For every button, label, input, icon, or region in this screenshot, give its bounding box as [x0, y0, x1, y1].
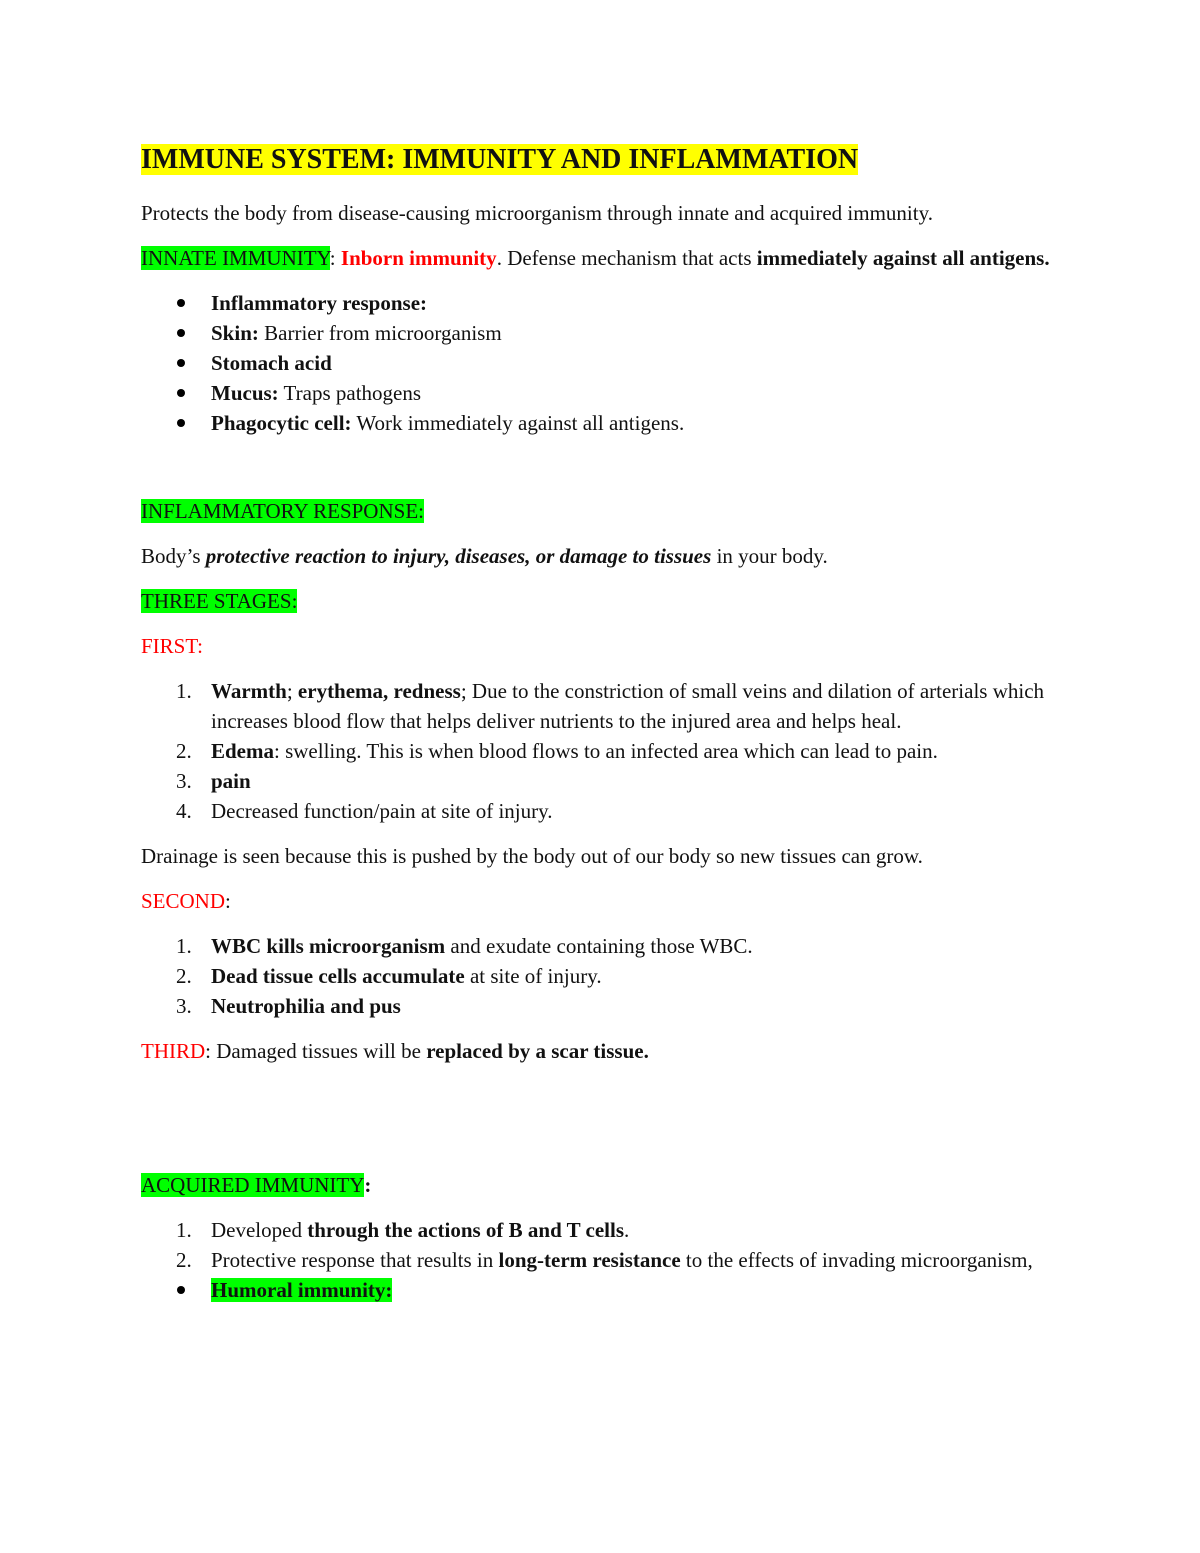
innate-text: . Defense mechanism that acts	[496, 246, 757, 270]
list-item-text: Decreased function/pain at site of injury.	[211, 799, 553, 823]
list-item-text: Barrier from microorganism	[258, 321, 502, 345]
list-item-text: Neutrophilia and pus	[211, 994, 401, 1018]
list-number: 3.	[176, 994, 192, 1018]
list-item-text: Work immediately against all antigens.	[351, 411, 685, 435]
list-item-text: Warmth	[211, 679, 287, 703]
innate-bold: immediately against all antigens.	[756, 246, 1050, 270]
list-item-text: long-term resistance	[498, 1248, 681, 1272]
second-stage-list	[141, 931, 1061, 1021]
list-item	[141, 796, 1061, 826]
list-item-label: Mucus:	[211, 381, 279, 405]
acquired-bullets	[141, 1275, 1061, 1305]
inflammatory-post: in your body.	[711, 544, 828, 568]
third-text: : Damaged tissues will be	[205, 1039, 427, 1063]
innate-red-term: Inborn immunity	[340, 246, 497, 270]
list-number: 2.	[176, 739, 192, 763]
humoral-immunity-label: Humoral immunity:	[211, 1278, 393, 1302]
list-item	[141, 408, 1061, 438]
list-item-text: ;	[286, 679, 298, 703]
drainage-paragraph: Drainage is seen because this is pushed by the body out of our body so new tissues can grow.	[141, 844, 923, 868]
list-item-text: erythema, redness	[297, 679, 461, 703]
list-item-text: ; Due to the constriction of small veins and dilation of arterials which increases blood flow that helps deliver nutrients to the injured area and helps heal.	[211, 679, 1045, 733]
list-number: 1.	[176, 679, 192, 703]
innate-sep: :	[329, 246, 341, 270]
list-item	[141, 288, 1061, 318]
list-item	[141, 1275, 1061, 1305]
list-item-text: Protective response that results in	[211, 1248, 499, 1272]
second-stage-label	[141, 886, 1061, 916]
list-number: 3.	[176, 769, 192, 793]
innate-heading: INNATE IMMUNITY	[141, 246, 330, 270]
list-item-label: Skin:	[211, 321, 259, 345]
list-item	[141, 378, 1061, 408]
list-item-text: WBC kills microorganism	[211, 934, 446, 958]
list-item-text: and exudate containing those WBC.	[445, 934, 753, 958]
first-label: FIRST:	[141, 634, 203, 658]
document-body	[141, 140, 1061, 1305]
intro-paragraph: Protects the body from disease-causing microorganism through innate and acquired immunity.	[141, 201, 933, 225]
list-item	[141, 736, 1061, 766]
third-label: THIRD	[141, 1039, 206, 1063]
list-item-text: Edema	[211, 739, 274, 763]
stages-heading-line	[141, 586, 1061, 616]
list-item	[141, 348, 1061, 378]
inflammatory-pre: Body’s	[141, 544, 206, 568]
list-item	[141, 1245, 1061, 1275]
list-item	[141, 766, 1061, 796]
title-text: IMMUNE SYSTEM: IMMUNITY AND INFLAMMATION	[141, 144, 859, 175]
list-item-label: Stomach acid	[211, 351, 332, 375]
list-number: 2.	[176, 964, 192, 988]
list-item-text: .	[624, 1218, 630, 1242]
list-item	[141, 676, 1061, 736]
list-item-text: Developed	[211, 1218, 308, 1242]
list-item	[141, 1215, 1061, 1245]
inflammatory-heading-line	[141, 496, 1061, 526]
third-stage-paragraph	[141, 1036, 1061, 1066]
list-item-text: at site of injury.	[464, 964, 602, 988]
first-stage-list	[141, 676, 1061, 826]
second-label: SECOND	[141, 889, 226, 913]
list-item-text: through the actions of B and T cells	[307, 1218, 625, 1242]
list-item-text: Dead tissue cells accumulate	[211, 964, 465, 988]
list-item-label: Inflammatory response:	[211, 291, 428, 315]
list-number: 1.	[176, 934, 192, 958]
list-item	[141, 318, 1061, 348]
list-item-text: : swelling. This is when blood flows to an infected area which can lead to pain.	[274, 739, 938, 763]
inflammatory-emphasis: protective reaction to injury, diseases, or damage to tissues	[205, 544, 712, 568]
innate-paragraph	[141, 243, 1061, 273]
acquired-sep: :	[364, 1173, 372, 1197]
stages-heading: THREE STAGES:	[141, 589, 298, 613]
list-item-text: Traps pathogens	[278, 381, 422, 405]
list-number: 1.	[176, 1218, 192, 1242]
list-item	[141, 991, 1061, 1021]
page-title	[141, 140, 1061, 180]
list-item-text: to the effects of invading microorganism,	[680, 1248, 1033, 1272]
list-number: 2.	[176, 1248, 192, 1272]
list-number: 4.	[176, 799, 192, 823]
list-item	[141, 931, 1061, 961]
list-item-label: Phagocytic cell:	[211, 411, 352, 435]
inflammatory-heading: INFLAMMATORY RESPONSE:	[141, 499, 424, 523]
list-item-text: pain	[211, 769, 251, 793]
list-item	[141, 961, 1061, 991]
acquired-heading: ACQUIRED IMMUNITY	[141, 1173, 365, 1197]
acquired-list	[141, 1215, 1061, 1275]
first-stage-label	[141, 631, 1061, 661]
acquired-heading-line	[141, 1170, 1061, 1200]
innate-list	[141, 288, 1061, 438]
third-bold: replaced by a scar tissue.	[426, 1039, 649, 1063]
inflammatory-paragraph	[141, 541, 1061, 571]
second-sep: :	[225, 889, 231, 913]
